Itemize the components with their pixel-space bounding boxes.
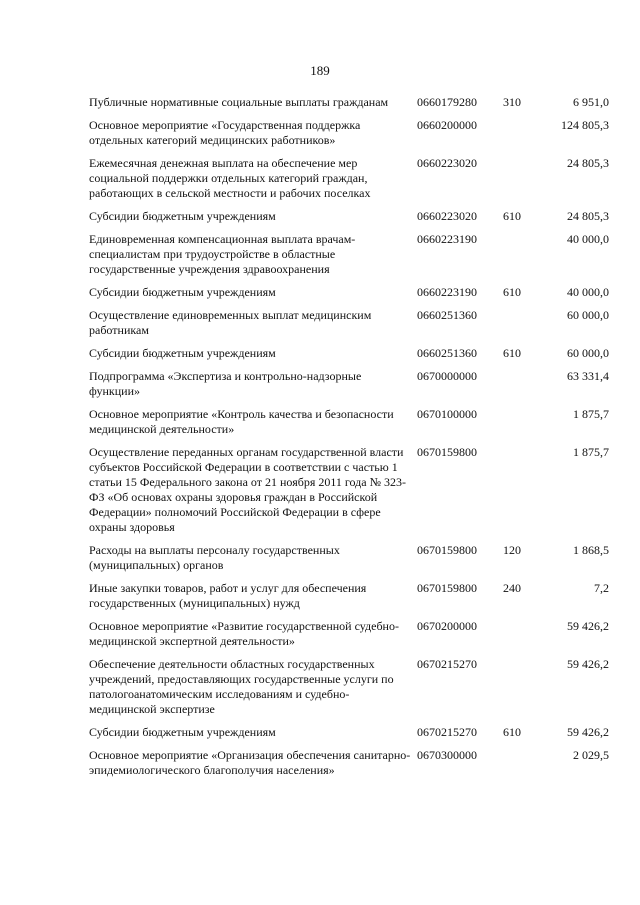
page-number: 189 [310, 63, 330, 78]
row-type-cell [503, 748, 547, 786]
row-sum-cell: 40 000,0 [567, 232, 609, 246]
row-sum-cell: 60 000,0 [567, 346, 609, 360]
row-sum-cell: 24 805,3 [567, 209, 609, 223]
table-row [89, 369, 609, 407]
row-name-cell: Публичные нормативные социальные выплаты гражданам [89, 95, 389, 109]
table-row [89, 748, 609, 786]
row-type-cell: 610 [503, 346, 521, 360]
table-row [89, 581, 609, 619]
row-code-cell: 0660251360 [417, 346, 477, 360]
row-code-cell: 0660223020 [417, 209, 477, 223]
row-name-cell: Основное мероприятие «Развитие государственной судебно-медицинской экспертной деятельности» [89, 619, 399, 648]
row-name-cell: Ежемесячная денежная выплата на обеспечение мер социальной поддержки отдельных категорий граждан, работающих в сельской местности и рабочих поселках [89, 156, 371, 200]
row-name-cell: Расходы на выплаты персоналу государственных (муниципальных) органов [89, 543, 340, 572]
row-code-cell: 0660251360 [417, 308, 477, 322]
row-sum-cell: 59 426,2 [567, 657, 609, 671]
row-type-cell [503, 407, 547, 445]
row-type-cell: 610 [503, 209, 521, 223]
row-type-cell: 240 [503, 581, 521, 595]
table-row [89, 543, 609, 581]
table-row [89, 445, 609, 543]
row-type-cell [503, 156, 547, 209]
table-row [89, 407, 609, 445]
row-sum-cell: 63 331,4 [567, 369, 609, 383]
row-code-cell: 0670100000 [417, 407, 477, 421]
row-name-cell: Подпрограмма «Экспертиза и контрольно-надзорные функции» [89, 369, 362, 398]
row-type-cell [503, 619, 547, 657]
row-name-cell: Осуществление единовременных выплат медицинским работникам [89, 308, 372, 337]
row-type-cell [503, 308, 547, 346]
row-name-cell: Субсидии бюджетным учреждениям [89, 346, 276, 360]
table-row [89, 619, 609, 657]
row-name-cell: Субсидии бюджетным учреждениям [89, 725, 276, 739]
row-type-cell: 610 [503, 285, 521, 299]
row-type-cell [503, 232, 547, 285]
row-sum-cell: 1 875,7 [573, 445, 609, 459]
row-code-cell: 0670000000 [417, 369, 477, 383]
budget-table-body [89, 95, 609, 786]
row-code-cell: 0660223190 [417, 232, 477, 246]
table-row [89, 232, 609, 285]
row-sum-cell: 2 029,5 [573, 748, 609, 762]
row-sum-cell: 6 951,0 [573, 95, 609, 109]
row-sum-cell: 60 000,0 [567, 308, 609, 322]
table-row [89, 308, 609, 346]
row-type-cell [503, 657, 547, 725]
row-code-cell: 0670159800 [417, 445, 477, 459]
row-type-cell [503, 369, 547, 407]
table-row [89, 156, 609, 209]
row-type-cell [503, 445, 547, 543]
row-name-cell: Обеспечение деятельности областных государственных учреждений, предоставляющих государственные услуги по патологоанатомическим исследованиям и судебно-медицинской экспертизе [89, 657, 394, 716]
row-code-cell: 0670159800 [417, 543, 477, 557]
table-row [89, 118, 609, 156]
row-code-cell: 0660223190 [417, 285, 477, 299]
row-sum-cell: 59 426,2 [567, 619, 609, 633]
row-type-cell: 610 [503, 725, 521, 739]
row-name-cell: Субсидии бюджетным учреждениям [89, 209, 276, 223]
row-sum-cell: 7,2 [594, 581, 609, 595]
table-row [89, 285, 609, 308]
row-type-cell: 310 [503, 95, 521, 109]
row-name-cell: Иные закупки товаров, работ и услуг для обеспечения государственных (муниципальных) нужд [89, 581, 367, 610]
row-sum-cell: 124 805,3 [561, 118, 609, 132]
row-code-cell: 0670159800 [417, 581, 477, 595]
row-name-cell: Единовременная компенсационная выплата врачам-специалистам при трудоустройстве в областные государственные учреждения здравоохранения [89, 232, 356, 276]
table-row [89, 95, 609, 118]
row-code-cell: 0670300000 [417, 748, 477, 762]
budget-table [89, 95, 609, 786]
row-sum-cell: 40 000,0 [567, 285, 609, 299]
row-code-cell: 0660223020 [417, 156, 477, 170]
row-name-cell: Основное мероприятие «Контроль качества и безопасности медицинской деятельности» [89, 407, 394, 436]
row-name-cell: Основное мероприятие «Государственная поддержка отдельных категорий медицинских работников» [89, 118, 361, 147]
row-type-cell [503, 118, 547, 156]
table-row [89, 346, 609, 369]
row-name-cell: Осуществление переданных органам государственной власти субъектов Российской Федерации в соответствии с частью 1 статьи 15 Федерального закона от 21 ноября 2011 года № 323-ФЗ «Об основах охраны здоровья граждан в Российской Федерации» полномочий Российской Федерации в сфере охраны здоровья [89, 445, 407, 534]
row-code-cell: 0670200000 [417, 619, 477, 633]
row-code-cell: 0660179280 [417, 95, 477, 109]
row-code-cell: 0660200000 [417, 118, 477, 132]
table-row [89, 657, 609, 725]
row-type-cell: 120 [503, 543, 521, 557]
row-sum-cell: 1 875,7 [573, 407, 609, 421]
row-name-cell: Субсидии бюджетным учреждениям [89, 285, 276, 299]
table-row [89, 209, 609, 232]
row-code-cell: 0670215270 [417, 725, 477, 739]
row-sum-cell: 24 805,3 [567, 156, 609, 170]
row-code-cell: 0670215270 [417, 657, 477, 671]
row-name-cell: Основное мероприятие «Организация обеспечения санитарно-эпидемиологического благополучия населения» [89, 748, 411, 777]
row-sum-cell: 59 426,2 [567, 725, 609, 739]
row-sum-cell: 1 868,5 [573, 543, 609, 557]
table-row [89, 725, 609, 748]
